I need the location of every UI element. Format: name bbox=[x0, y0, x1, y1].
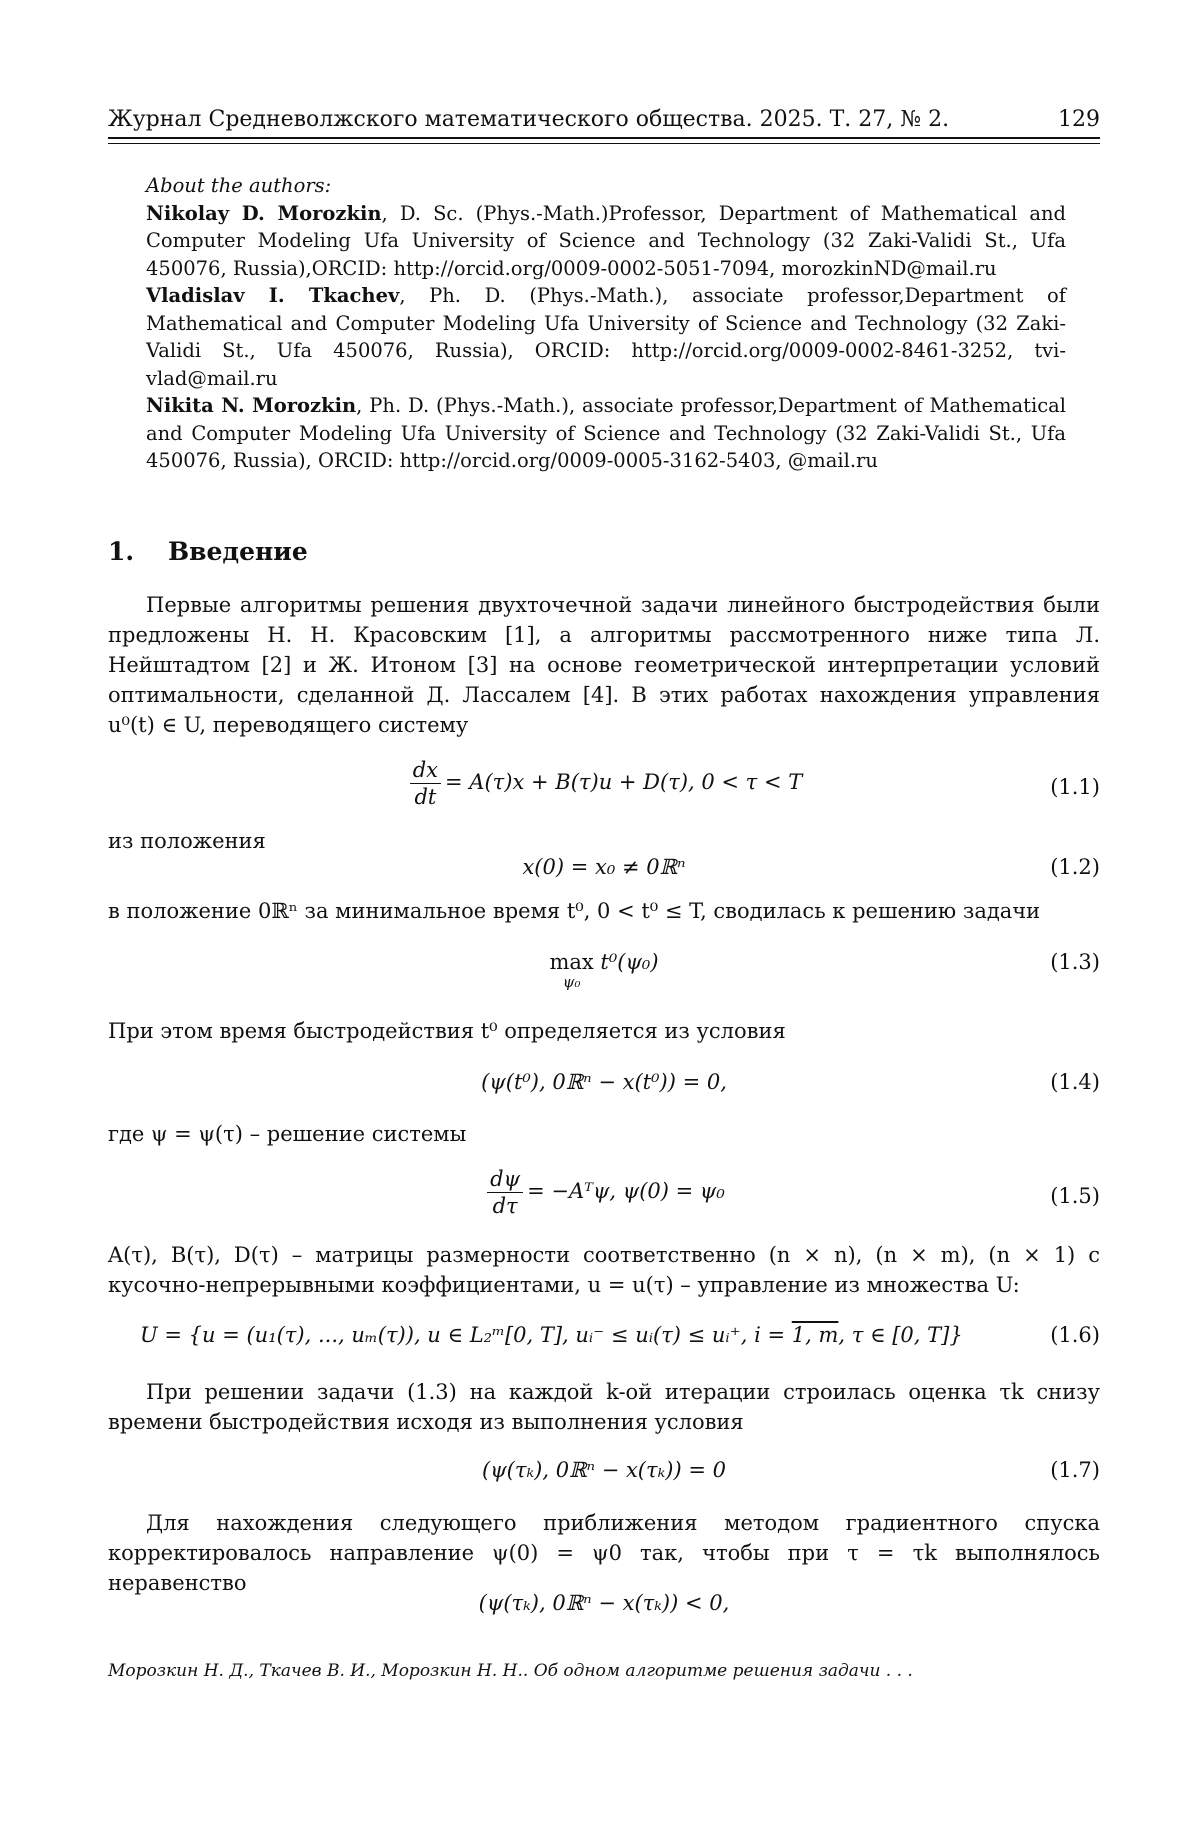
max-operator: max ψ₀ bbox=[549, 950, 594, 991]
equation-tag: (1.2) bbox=[1050, 855, 1100, 879]
section-title: Введение bbox=[168, 537, 308, 566]
author-name: Nikolay D. Morozkin bbox=[146, 201, 382, 225]
paragraph bbox=[108, 1240, 1100, 1300]
running-footer: Морозкин Н. Д., Ткачев В. И., Морозкин Н. Н.. Об одном алгоритме решения задачи . . . bbox=[108, 1661, 913, 1681]
equation-tag: (1.6) bbox=[1050, 1323, 1100, 1347]
author-name: Vladislav I. Tkachev bbox=[146, 284, 400, 307]
equation-tag: (1.5) bbox=[1050, 1184, 1100, 1208]
paragraph-text: Первые алгоритмы решения двухточечной задачи линейного быстродействия были предложены Н. Н. Красовским [1], а алгоритмы рассмотренного ниже типа Л. Нейштадтом [2] и Ж. Итоном [3] на основе геометрической интерпретации условий оптимальности, сделанной Д. Лассалем [4]. В этих работах нахождения управления u⁰(t) ∈ U, переводящего систему bbox=[108, 593, 1100, 737]
author-entry bbox=[146, 282, 1066, 392]
fraction: $\frac{dx}{dt}$ bbox=[410, 757, 441, 810]
equation-1-7: (ψ(τₖ), 0ℝⁿ − x(τₖ)) = 0 (1.7) bbox=[482, 1458, 1100, 1482]
author-info: , D. Sc. (Phys.-Math.)Professor, Department of Mathematical and Computer Modeling Ufa University of Science and Technology (32 Zaki-Validi St., Ufa 450076, Russia),ORCID: http://orcid.org/0009-0002-5051-7094, morozkinND@mail.ru bbox=[146, 201, 1066, 280]
section-heading bbox=[108, 535, 308, 569]
paragraph bbox=[108, 1016, 1100, 1046]
page-number: 129 bbox=[1058, 107, 1100, 132]
equation-tag: (1.1) bbox=[1050, 775, 1100, 799]
journal-title: Журнал Средневолжского математического общества. 2025. Т. 27, № 2. bbox=[108, 107, 950, 132]
author-entry bbox=[146, 392, 1066, 475]
equation-1-4: (ψ(t⁰), 0ℝⁿ − x(t⁰)) = 0, (1.4) bbox=[481, 1070, 1100, 1094]
paragraph bbox=[108, 590, 1100, 740]
equation-1-3: max ψ₀ t⁰(ψ₀) (1.3) bbox=[549, 950, 1100, 991]
paragraph bbox=[108, 1377, 1100, 1437]
equation-1-5: $\frac{d\psi}{d\tau}$ = −Aᵀψ, ψ(0) = ψ₀ (1.5) bbox=[108, 1166, 1100, 1226]
about-authors bbox=[146, 172, 1066, 475]
equation-1-2: x(0) = x₀ ≠ 0ℝⁿ (1.2) bbox=[522, 855, 1100, 879]
header-rule-thick bbox=[108, 137, 1100, 139]
paragraph bbox=[108, 896, 1100, 926]
equation-tag: (1.7) bbox=[1050, 1458, 1100, 1482]
paragraph bbox=[108, 1119, 1100, 1149]
paragraph bbox=[108, 826, 1100, 856]
paragraph-text: При этом время быстродействия t⁰ определяется из условия bbox=[108, 1019, 786, 1043]
author-name: Nikita N. Morozkin bbox=[146, 394, 357, 417]
paragraph-text: где ψ = ψ(τ) – решение системы bbox=[108, 1122, 467, 1146]
author-entry bbox=[146, 200, 1066, 283]
paragraph bbox=[108, 1508, 1100, 1598]
equation-unnumbered: (ψ(τₖ), 0ℝⁿ − x(τₖ)) < 0, bbox=[478, 1591, 730, 1615]
equation-1-1: $\frac{dx}{dt}$ = A(τ)x + B(τ)u + D(τ), 0 < τ < T (1.1) bbox=[108, 757, 1100, 817]
running-header bbox=[108, 104, 1100, 136]
author-info: , Ph. D. (Phys.-Math.), associate professor,Department of Mathematical and Computer Modeling Ufa University of Science and Technology (32 Zaki-Validi St., Ufa 450076, Russia), ORCID: http://orcid.org/0009-0005-3162-5403, @mail.ru bbox=[146, 394, 1066, 472]
paragraph-text: A(τ), B(τ), D(τ) – матрицы размерности соответственно (n × n), (n × m), (n × 1) с кусочно-непрерывными коэффициентами, u = u(τ) – управление из множества U: bbox=[108, 1243, 1100, 1297]
equation-tag: (1.4) bbox=[1050, 1070, 1100, 1094]
header-rule-thin bbox=[108, 143, 1100, 144]
paragraph-text: из положения bbox=[108, 829, 266, 853]
section-number: 1. bbox=[108, 537, 135, 566]
paragraph-text: При решении задачи (1.3) на каждой k-ой итерации строилась оценка τk снизу времени быстродействия исходя из выполнения условия bbox=[108, 1380, 1100, 1434]
fraction: $\frac{d\psi}{d\tau}$ bbox=[487, 1166, 523, 1219]
paragraph-text: Для нахождения следующего приближения методом градиентного спуска корректировалось направление ψ(0) = ψ0 так, чтобы при τ = τk выполнялось неравенство bbox=[108, 1511, 1100, 1595]
equation-tag: (1.3) bbox=[1050, 950, 1100, 974]
equation-1-6: U = {u = (u₁(τ), ..., uₘ(τ)), u ∈ L₂ᵐ[0, T], uᵢ⁻ ≤ uᵢ(τ) ≤ uᵢ⁺, i = 1, m, τ ∈ [0, T]} (1.6) bbox=[140, 1323, 1100, 1347]
about-authors-label: About the authors: bbox=[146, 174, 332, 197]
paragraph-text: в положение 0ℝⁿ за минимальное время t⁰, 0 < t⁰ ≤ T, сводилась к решению задачи bbox=[108, 899, 1041, 923]
author-info: , Ph. D. (Phys.-Math.), associate professor,Department of Mathematical and Computer Modeling Ufa University of Science and Technology (32 Zaki-Validi St., Ufa 450076, Russia), ORCID: http://orcid.org/0009-0002-8461-3252, tvi-vlad@mail.ru bbox=[146, 284, 1067, 390]
